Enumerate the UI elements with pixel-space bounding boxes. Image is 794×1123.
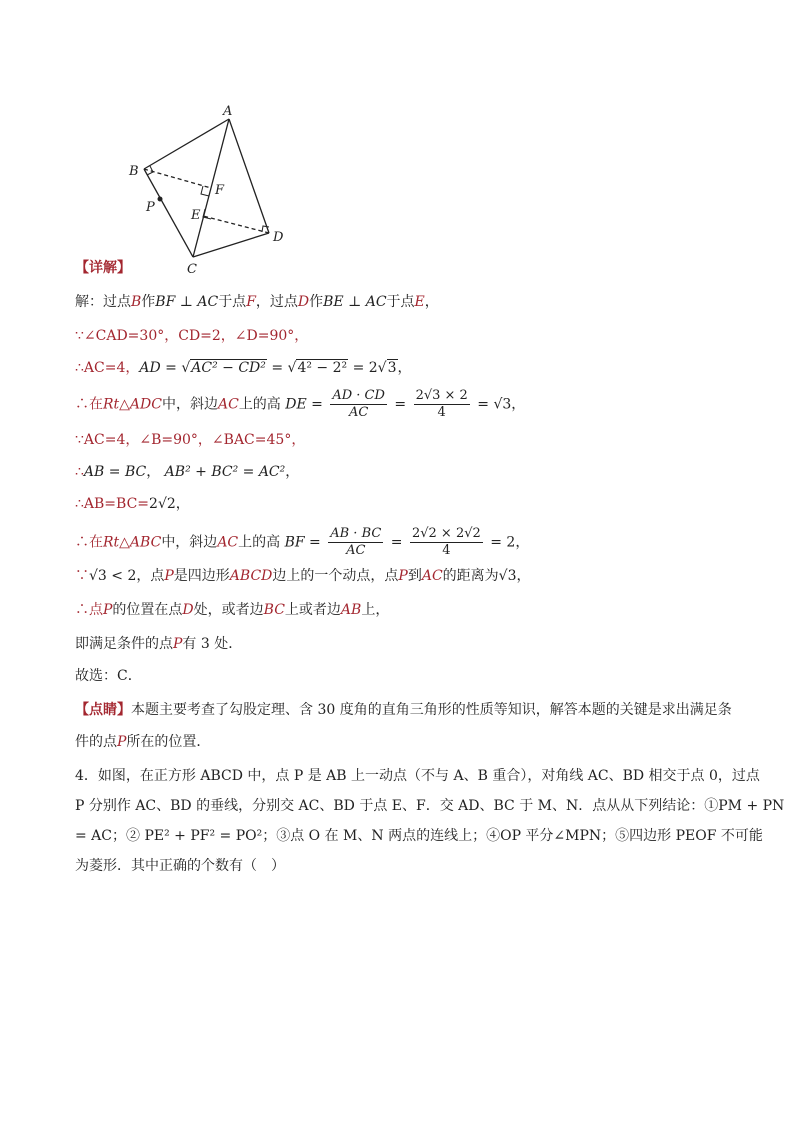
right-angle-e bbox=[203, 209, 211, 219]
segment-de bbox=[203, 216, 269, 233]
solution-line-1: 解：过点B作BF ⊥ AC于点F，过点D作BE ⊥ AC于点E， bbox=[75, 294, 439, 310]
solution-line-10: ∴点P的位置在点D处，或者边BC上或者边AB上， bbox=[75, 602, 390, 618]
label-b: B bbox=[129, 164, 139, 179]
label-d: D bbox=[273, 230, 284, 245]
segment-bf bbox=[144, 169, 211, 188]
fraction-de-1: $\frac{AD \cdot CD}{AC}$ bbox=[332, 388, 385, 420]
problem4-line-4: 为菱形．其中正确的个数有（ ） bbox=[75, 858, 285, 874]
label-c: C bbox=[187, 262, 197, 277]
fraction-bf-1: $\frac{AB \cdot BC}{AC}$ bbox=[330, 526, 382, 558]
fraction-de-2: $\frac{2√3 \times 2}{4}$ bbox=[415, 388, 468, 420]
comment-tag: 【点睛】 bbox=[75, 702, 131, 718]
solution-line-11: 即满足条件的点P有 3 处． bbox=[75, 636, 243, 652]
problem4-line-1: 4．如图，在正方形 ABCD 中，点 P 是 AB 上一动点（不与 A、B 重合），对角线 AC、BD 相交于点 0，过点 bbox=[75, 768, 760, 784]
edge-ab bbox=[144, 119, 229, 169]
solution-line-9: ∵√3 < 2，点P是四边形ABCD边上的一个动点，点P到AC的距离为√3， bbox=[75, 568, 531, 584]
solution-line-5: ∵AC=4，∠B=90°，∠BAC=45°， bbox=[75, 432, 306, 448]
solution-line-6: ∴AB = BC， AB² + BC² = AC²， bbox=[75, 464, 300, 480]
edge-cd bbox=[193, 233, 269, 257]
solution-line-2: ∵∠CAD=30°，CD=2，∠D=90°， bbox=[75, 328, 309, 344]
detail-tag: 【详解】 bbox=[75, 260, 131, 276]
problem4-line-2: P 分别作 AC、BD 的垂线，分别交 AC、BD 于点 E、F．交 AD、BC 于 M、N．点从从下列结论：①PM + PN bbox=[75, 798, 785, 814]
fraction-bf-2: $\frac{2√2 \times 2√2}{4}$ bbox=[411, 526, 481, 558]
solution-line-12: 故选：C． bbox=[75, 668, 142, 684]
edge-da bbox=[229, 119, 269, 233]
label-f: F bbox=[215, 183, 225, 198]
problem4-line-3: = AC；② PE² + PF² = PO²；③点 O 在 M、N 两点的连线上；④OP 平分∠MPN；⑤四边形 PEOF 不可能 bbox=[75, 828, 763, 844]
solution-line-7: ∴AB=BC=2√2， bbox=[75, 496, 190, 512]
point-p bbox=[158, 197, 163, 202]
comment-line-2: 件的点P所在的位置． bbox=[75, 734, 211, 750]
solution-line-4: ∴在Rt△ADC中，斜边AC上的高 DE = $\frac{AD \cdot CD}{AC}$ = $\frac{2√3 \times 2}{4}$ = √3， bbox=[75, 388, 526, 420]
solution-line-8: ∴在Rt△ABC中，斜边AC上的高 BF = $\frac{AB \cdot BC}{AC}$ = $\frac{2√2 \times 2√2}{4}$ = 2， bbox=[75, 526, 530, 558]
label-p: P bbox=[146, 200, 155, 215]
label-e: E bbox=[191, 208, 201, 223]
label-a: A bbox=[223, 104, 233, 119]
comment-line-1: 【点睛】本题主要考查了勾股定理、含 30 度角的直角三角形的性质等知识，解答本题的关键是求出满足条 bbox=[75, 702, 732, 718]
solution-line-3: ∴AC=4，AD = √AC² − CD² = √4² − 2² = 2√3， bbox=[75, 360, 412, 376]
